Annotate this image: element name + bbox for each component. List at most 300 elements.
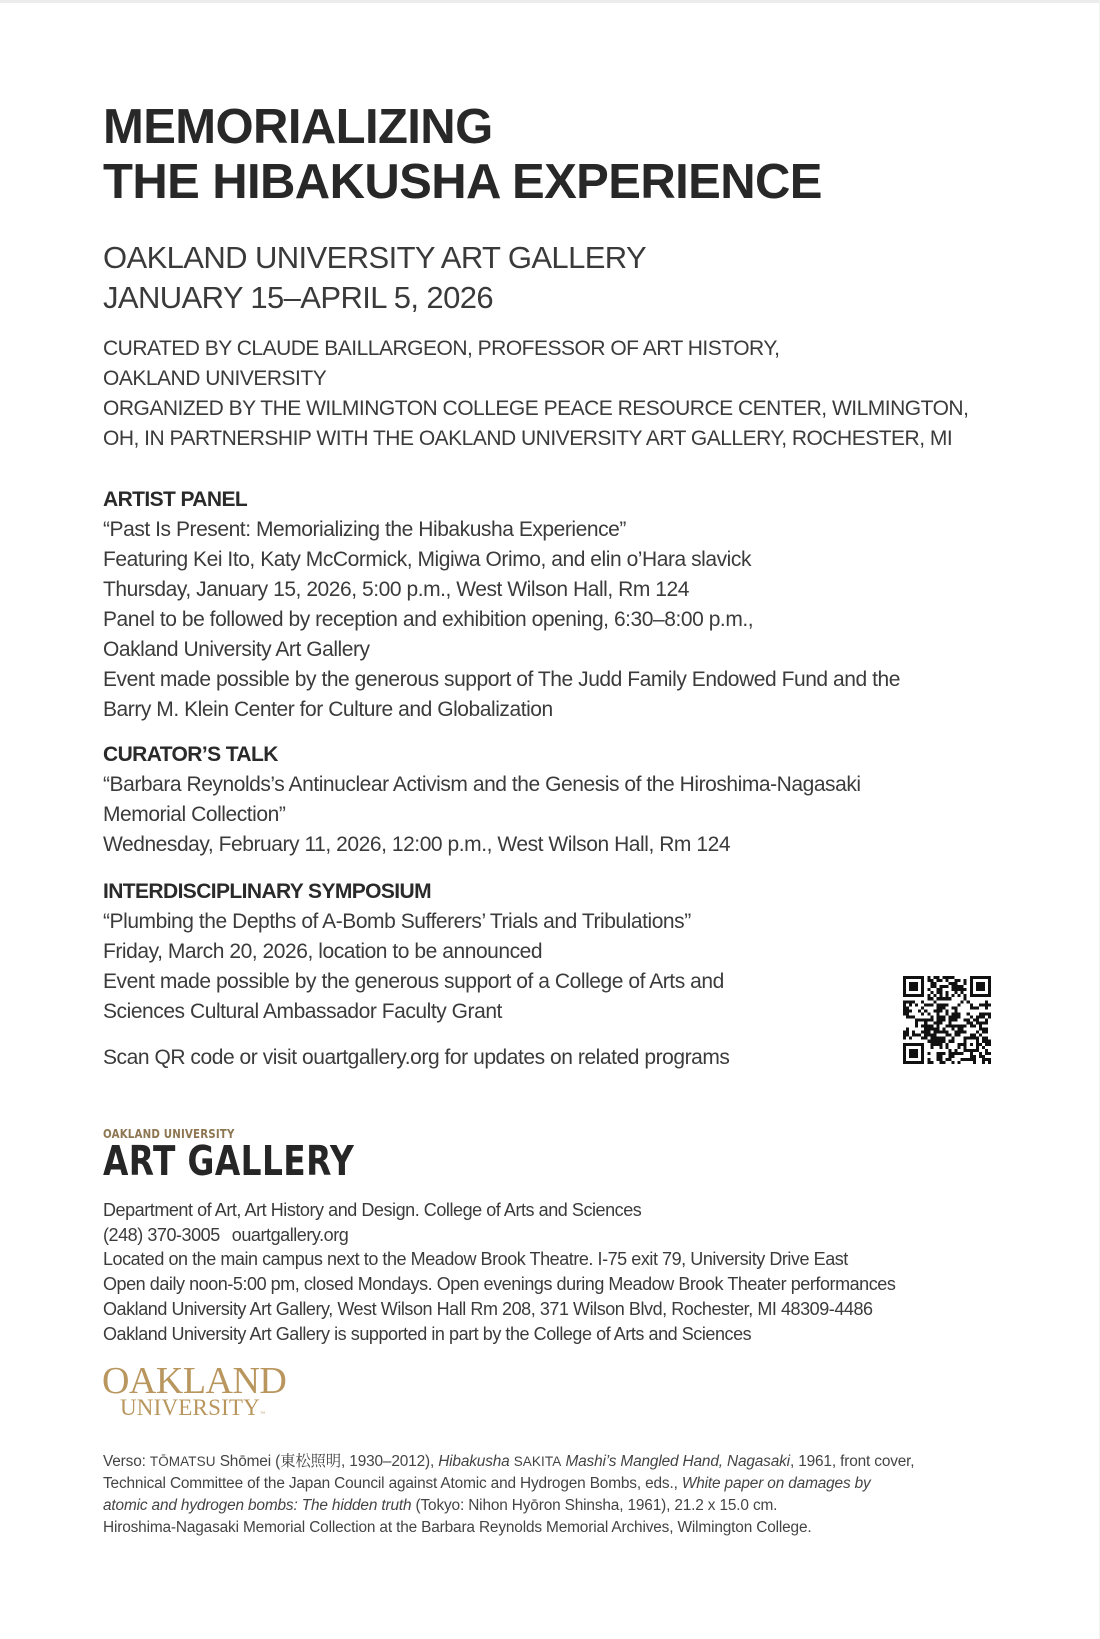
- qr-module: [982, 1058, 985, 1061]
- qr-module: [939, 979, 942, 982]
- qr-module: [927, 1052, 930, 1055]
- qr-module: [955, 1009, 958, 1012]
- qr-module: [903, 1058, 906, 1061]
- qr-module: [903, 1052, 906, 1055]
- qr-module: [936, 1040, 939, 1043]
- publication-title: atomic and hydrogen bombs: The hidden truth: [103, 1497, 412, 1514]
- qr-module: [930, 997, 933, 1000]
- qr-module: [964, 982, 967, 985]
- qr-module: [939, 985, 942, 988]
- qr-module: [924, 1009, 927, 1012]
- qr-module: [979, 1025, 982, 1028]
- qr-module: [939, 988, 942, 991]
- work-details: , 1961, front cover,: [789, 1453, 915, 1470]
- qr-module: [985, 1037, 988, 1040]
- qr-module: [918, 994, 921, 997]
- qr-module: [970, 988, 973, 991]
- qr-module: [924, 1025, 927, 1028]
- qr-module: [988, 988, 991, 991]
- qr-module: [967, 1018, 970, 1021]
- qr-module: [985, 1028, 988, 1031]
- qr-module: [973, 976, 976, 979]
- qr-module: [906, 994, 909, 997]
- qr-module: [976, 1015, 979, 1018]
- qr-module: [964, 1031, 967, 1034]
- qr-module: [958, 1061, 961, 1064]
- qr-module: [933, 976, 936, 979]
- qr-module: [939, 1022, 942, 1025]
- qr-module: [952, 1052, 955, 1055]
- qr-module: [909, 1000, 912, 1003]
- qr-module: [945, 1025, 948, 1028]
- qr-module: [927, 994, 930, 997]
- qr-module: [909, 1061, 912, 1064]
- qr-module: [985, 1003, 988, 1006]
- qr-module: [970, 1052, 973, 1055]
- qr-module: [921, 1018, 924, 1021]
- gallery-logo-title: ART GALLERY: [103, 1137, 355, 1185]
- qr-module: [903, 991, 906, 994]
- qr-module: [952, 1012, 955, 1015]
- qr-module: [976, 988, 979, 991]
- qr-module: [970, 1022, 973, 1025]
- qr-module: [930, 1046, 933, 1049]
- qr-module: [952, 985, 955, 988]
- qr-module: [906, 1000, 909, 1003]
- qr-module: [952, 988, 955, 991]
- qr-module: [921, 1061, 924, 1064]
- qr-module: [936, 1052, 939, 1055]
- qr-module: [955, 1012, 958, 1015]
- qr-module: [906, 1009, 909, 1012]
- qr-module: [921, 988, 924, 991]
- qr-module: [970, 1025, 973, 1028]
- qr-module: [936, 1058, 939, 1061]
- qr-module: [936, 976, 939, 979]
- qr-module: [918, 1018, 921, 1021]
- qr-module: [906, 1031, 909, 1034]
- qr-module: [903, 976, 906, 979]
- qr-module: [970, 994, 973, 997]
- qr-module: [979, 1043, 982, 1046]
- qr-module: [909, 1003, 912, 1006]
- qr-module: [933, 1043, 936, 1046]
- qr-module: [988, 982, 991, 985]
- qr-module: [942, 1028, 945, 1031]
- qr-module: [945, 979, 948, 982]
- qr-module: [958, 988, 961, 991]
- qr-module: [924, 1022, 927, 1025]
- qr-module: [927, 976, 930, 979]
- qr-module: [976, 1046, 979, 1049]
- work-title-part: Hibakusha: [438, 1453, 514, 1470]
- qr-module: [927, 1058, 930, 1061]
- qr-module: [967, 1037, 970, 1040]
- address-line: Oakland University Art Gallery, West Wilson Hall Rm 208, 371 Wilson Blvd, Rochester, MI 48309-4486: [103, 1298, 873, 1319]
- event-line: “Barbara Reynolds’s Antinuclear Activism and the Genesis of the Hiroshima-Nagasaki: [103, 773, 861, 796]
- qr-module: [973, 1018, 976, 1021]
- qr-module: [933, 994, 936, 997]
- qr-module: [918, 976, 921, 979]
- qr-module: [976, 1037, 979, 1040]
- qr-module: [936, 1006, 939, 1009]
- qr-module: [933, 1028, 936, 1031]
- qr-module: [949, 976, 952, 979]
- qr-module: [936, 1055, 939, 1058]
- qr-module: [955, 1015, 958, 1018]
- qr-module: [958, 1003, 961, 1006]
- qr-module: [930, 1018, 933, 1021]
- qr-module: [967, 1000, 970, 1003]
- qr-module: [903, 1003, 906, 1006]
- qr-module: [903, 1037, 906, 1040]
- qr-module: [933, 1037, 936, 1040]
- qr-module: [906, 1012, 909, 1015]
- qr-module: [939, 1006, 942, 1009]
- event-line: “Past Is Present: Memorializing the Hibakusha Experience”: [103, 518, 626, 541]
- qr-module: [949, 1034, 952, 1037]
- support-line: Oakland University Art Gallery is supported in part by the College of Arts and Sciences: [103, 1323, 752, 1344]
- qr-module: [979, 1028, 982, 1031]
- qr-module: [982, 1012, 985, 1015]
- qr-module: [988, 1061, 991, 1064]
- qr-module: [915, 985, 918, 988]
- qr-module: [906, 1034, 909, 1037]
- publisher: Technical Committee of the Japan Council against Atomic and Hydrogen Bombs, eds.,: [103, 1475, 682, 1492]
- department-line: Department of Art, Art History and Design. College of Arts and Sciences: [103, 1200, 642, 1220]
- qr-module: [976, 982, 979, 985]
- qr-module: [930, 979, 933, 982]
- qr-module: [942, 985, 945, 988]
- qr-module: [973, 1034, 976, 1037]
- qr-module: [988, 1052, 991, 1055]
- qr-module: [982, 982, 985, 985]
- qr-module: [979, 982, 982, 985]
- verso-line-2: [103, 1473, 914, 1495]
- qr-module: [930, 1015, 933, 1018]
- qr-module: [906, 1028, 909, 1031]
- qr-module: [985, 1031, 988, 1034]
- qr-module: [967, 1012, 970, 1015]
- website-link[interactable]: ouartgallery.org: [231, 1224, 349, 1245]
- qr-module: [976, 1040, 979, 1043]
- qr-module: [930, 1037, 933, 1040]
- qr-module: [939, 1018, 942, 1021]
- qr-module: [976, 1031, 979, 1034]
- qr-module: [903, 1049, 906, 1052]
- qr-module: [949, 982, 952, 985]
- qr-module: [979, 1012, 982, 1015]
- qr-module: [949, 1052, 952, 1055]
- event-line: Oakland University Art Gallery: [103, 638, 370, 661]
- qr-module: [924, 1031, 927, 1034]
- qr-module: [973, 1006, 976, 1009]
- qr-module: [945, 1031, 948, 1034]
- qr-module: [933, 1031, 936, 1034]
- qr-module: [903, 994, 906, 997]
- qr-module: [964, 1046, 967, 1049]
- qr-module: [964, 1058, 967, 1061]
- event-line: Sciences Cultural Ambassador Faculty Grant: [103, 1000, 502, 1023]
- qr-module: [909, 988, 912, 991]
- qr-module: [936, 1028, 939, 1031]
- qr-module: [979, 1034, 982, 1037]
- qr-module: [967, 1022, 970, 1025]
- qr-module: [942, 976, 945, 979]
- qr-module: [976, 1018, 979, 1021]
- qr-module: [952, 1025, 955, 1028]
- qr-module: [942, 1003, 945, 1006]
- qr-module: [918, 1043, 921, 1046]
- qr-module: [936, 1022, 939, 1025]
- qr-module: [921, 979, 924, 982]
- qr-module: [970, 1037, 973, 1040]
- qr-module: [961, 991, 964, 994]
- qr-module: [961, 1052, 964, 1055]
- qr-module: [945, 994, 948, 997]
- qr-module: [976, 1022, 979, 1025]
- qr-module: [903, 1012, 906, 1015]
- verso-line-1: [103, 1451, 914, 1473]
- qr-module: [970, 976, 973, 979]
- qr-module: [927, 1028, 930, 1031]
- event-line: “Plumbing the Depths of A-Bomb Sufferers’ Trials and Tribulations”: [103, 910, 691, 933]
- qr-module: [927, 979, 930, 982]
- qr-module: [988, 1058, 991, 1061]
- qr-module: [985, 1022, 988, 1025]
- qr-module: [921, 1049, 924, 1052]
- qr-module: [961, 988, 964, 991]
- qr-module: [958, 1043, 961, 1046]
- event-line: Panel to be followed by reception and exhibition opening, 6:30–8:00 p.m.,: [103, 608, 754, 631]
- qr-module: [933, 1040, 936, 1043]
- verso-label: Verso:: [103, 1453, 150, 1470]
- qr-module: [973, 1061, 976, 1064]
- exhibition-title: [103, 100, 822, 210]
- qr-module: [939, 1052, 942, 1055]
- qr-module: [921, 985, 924, 988]
- qr-module: [979, 994, 982, 997]
- qr-module: [958, 1012, 961, 1015]
- qr-module: [912, 1052, 915, 1055]
- qr-module: [915, 1049, 918, 1052]
- qr-module: [921, 1012, 924, 1015]
- qr-module: [967, 1049, 970, 1052]
- qr-module: [952, 1055, 955, 1058]
- qr-module: [942, 1052, 945, 1055]
- qr-module: [915, 1034, 918, 1037]
- qr-module: [945, 1043, 948, 1046]
- qr-module: [912, 1034, 915, 1037]
- qr-module: [921, 1046, 924, 1049]
- publication-details: (Tokyo: Nihon Hyōron Shinsha, 1961), 21.2 x 15.0 cm.: [411, 1497, 778, 1514]
- qr-module: [927, 1018, 930, 1021]
- qr-module: [952, 1006, 955, 1009]
- qr-module: [988, 991, 991, 994]
- qr-module: [936, 1015, 939, 1018]
- venue-name: OAKLAND UNIVERSITY ART GALLERY: [103, 240, 647, 275]
- qr-module: [924, 1018, 927, 1021]
- qr-module: [958, 979, 961, 982]
- qr-module: [912, 985, 915, 988]
- artist-surname: TŌMATSU: [149, 1454, 216, 1469]
- qr-module: [927, 1031, 930, 1034]
- qr-module: [924, 1003, 927, 1006]
- qr-module: [903, 1006, 906, 1009]
- logo-word-oakland: OAKLAND: [102, 1360, 287, 1402]
- qr-module: [982, 985, 985, 988]
- qr-module: [918, 1061, 921, 1064]
- qr-module: [970, 1006, 973, 1009]
- qr-module: [955, 1006, 958, 1009]
- qr-module: [921, 1025, 924, 1028]
- qr-module: [903, 1046, 906, 1049]
- qr-module: [982, 1046, 985, 1049]
- qr-module: [985, 994, 988, 997]
- qr-module: [961, 1000, 964, 1003]
- qr-module: [976, 1049, 979, 1052]
- qr-module: [936, 991, 939, 994]
- qr-module: [921, 1058, 924, 1061]
- qr-module: [903, 1031, 906, 1034]
- qr-module: [924, 1034, 927, 1037]
- qr-module: [906, 1015, 909, 1018]
- qr-module: [964, 1049, 967, 1052]
- qr-module: [982, 1040, 985, 1043]
- qr-module: [909, 1009, 912, 1012]
- qr-module: [909, 1043, 912, 1046]
- qr-module: [964, 994, 967, 997]
- qr-module: [970, 1003, 973, 1006]
- qr-module: [915, 1025, 918, 1028]
- qr-module: [939, 1055, 942, 1058]
- qr-module: [979, 1055, 982, 1058]
- qr-module: [970, 1015, 973, 1018]
- qr-module: [961, 1058, 964, 1061]
- qr-module: [927, 1061, 930, 1064]
- qr-module: [976, 994, 979, 997]
- qr-module: [988, 985, 991, 988]
- qr-module: [936, 1018, 939, 1021]
- qr-module: [939, 1058, 942, 1061]
- verso-line-4: Hiroshima-Nagasaki Memorial Collection at the Barbara Reynolds Memorial Archives, Wilmington College.: [103, 1519, 812, 1536]
- qr-module: [964, 979, 967, 982]
- event-line: Friday, March 20, 2026, location to be announced: [103, 940, 543, 963]
- qr-module: [909, 994, 912, 997]
- qr-module: [949, 1040, 952, 1043]
- qr-module: [924, 1028, 927, 1031]
- qr-module: [976, 1006, 979, 1009]
- qr-module: [939, 994, 942, 997]
- qr-module: [985, 1018, 988, 1021]
- qr-module: [988, 1012, 991, 1015]
- qr-module: [945, 997, 948, 1000]
- qr-module: [958, 985, 961, 988]
- qr-module: [985, 1000, 988, 1003]
- qr-module: [903, 1034, 906, 1037]
- qr-module: [918, 1034, 921, 1037]
- qr-module: [915, 1052, 918, 1055]
- artist-panel-section: [103, 485, 900, 725]
- qr-module: [988, 976, 991, 979]
- qr-module: [979, 1052, 982, 1055]
- qr-module: [915, 982, 918, 985]
- qr-module: [939, 997, 942, 1000]
- qr-module: [949, 1049, 952, 1052]
- qr-module: [945, 1046, 948, 1049]
- qr-module: [903, 985, 906, 988]
- qr-module: [933, 985, 936, 988]
- qr-module: [961, 985, 964, 988]
- qr-module: [949, 1055, 952, 1058]
- qr-module: [927, 1034, 930, 1037]
- qr-module: [958, 1028, 961, 1031]
- qr-module: [955, 1034, 958, 1037]
- qr-module: [903, 1061, 906, 1064]
- qr-module: [912, 982, 915, 985]
- qr-module: [952, 976, 955, 979]
- qr-module: [903, 1055, 906, 1058]
- qr-module: [909, 985, 912, 988]
- qr-module: [979, 1015, 982, 1018]
- qr-module: [988, 979, 991, 982]
- qr-module: [903, 982, 906, 985]
- qr-module: [949, 1018, 952, 1021]
- qr-module: [906, 1043, 909, 1046]
- qr-module: [906, 976, 909, 979]
- qr-module: [958, 1046, 961, 1049]
- qr-module: [915, 1018, 918, 1021]
- qr-module: [985, 1052, 988, 1055]
- qr-module: [942, 1006, 945, 1009]
- qr-module: [985, 976, 988, 979]
- qr-module: [921, 1000, 924, 1003]
- qr-module: [921, 982, 924, 985]
- qr-module: [915, 1022, 918, 1025]
- qr-code-icon[interactable]: [903, 976, 991, 1064]
- symposium-heading: INTERDISCIPLINARY SYMPOSIUM: [103, 880, 432, 903]
- qr-module: [942, 1018, 945, 1021]
- qr-module: [930, 1040, 933, 1043]
- qr-module: [985, 1043, 988, 1046]
- qr-module: [936, 1043, 939, 1046]
- event-line: Wednesday, February 11, 2026, 12:00 p.m., West Wilson Hall, Rm 124: [103, 833, 731, 856]
- qr-module: [955, 1018, 958, 1021]
- qr-module: [909, 1015, 912, 1018]
- qr-module: [982, 994, 985, 997]
- qr-module: [973, 1025, 976, 1028]
- qr-module: [930, 1003, 933, 1006]
- qr-module: [982, 1022, 985, 1025]
- qr-module: [927, 1025, 930, 1028]
- qr-module: [945, 1012, 948, 1015]
- qr-module: [955, 1052, 958, 1055]
- qr-module: [921, 976, 924, 979]
- qr-module: [939, 1037, 942, 1040]
- qr-module: [903, 979, 906, 982]
- qr-module: [982, 1003, 985, 1006]
- qr-module: [912, 1043, 915, 1046]
- phone-number: (248) 370-3005: [103, 1224, 220, 1245]
- qr-module: [958, 1052, 961, 1055]
- hours-line: Open daily noon-5:00 pm, closed Mondays. Open evenings during Meadow Brook Theater performances: [103, 1274, 896, 1295]
- qr-module: [985, 1012, 988, 1015]
- qr-module: [973, 1037, 976, 1040]
- qr-module: [949, 997, 952, 1000]
- trademark-mark: ™: [260, 1412, 266, 1417]
- qr-module: [906, 1006, 909, 1009]
- qr-module: [921, 994, 924, 997]
